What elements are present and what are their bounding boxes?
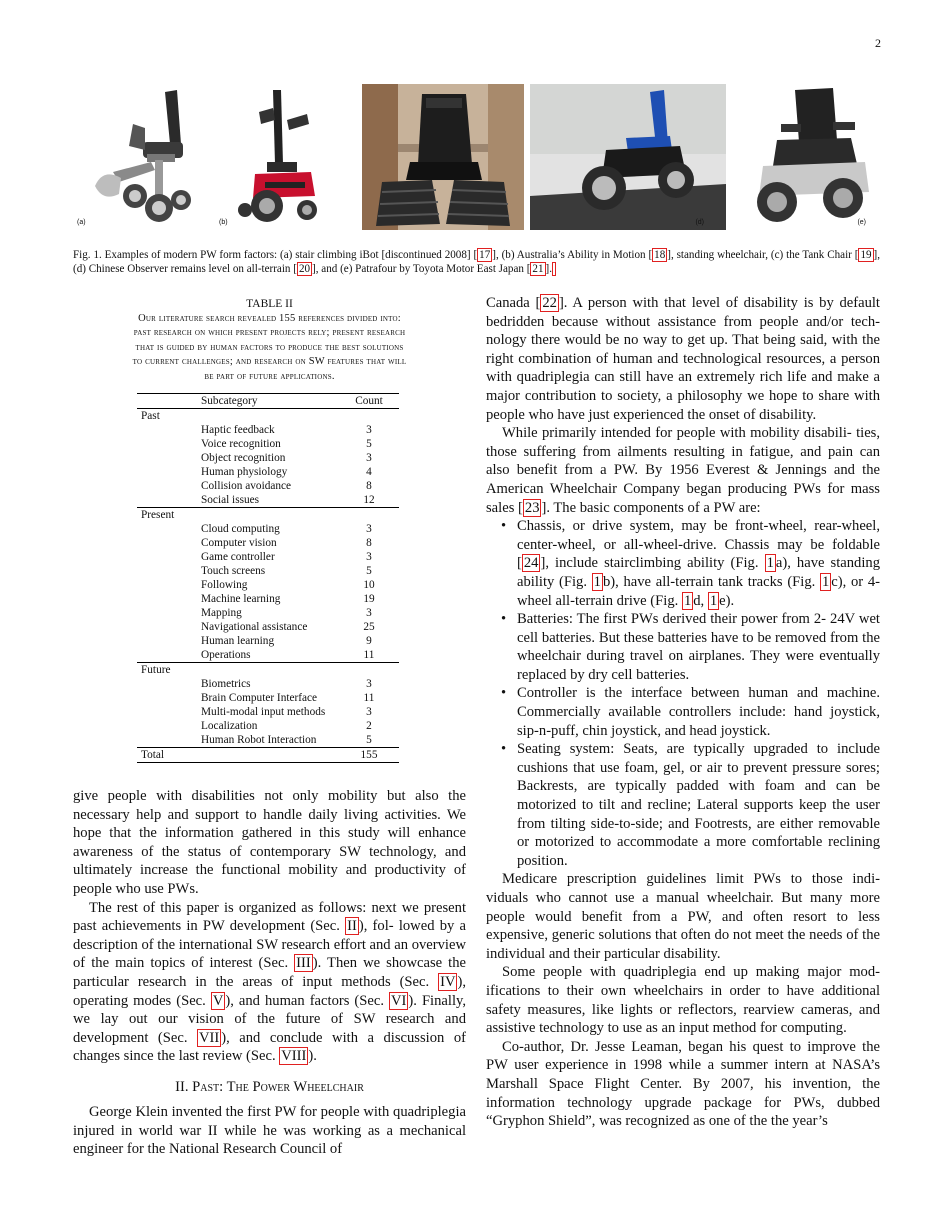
left-column-text [73, 787, 466, 1066]
citation-link[interactable]: 24 [523, 555, 539, 572]
table-row: Operations 11 [201, 649, 375, 661]
figure-caption: Fig. 1. Examples of modern PW form factors: (a) stair climbing iBot [discontinued 2008] [ 17 ], (b) Australia’s Ability in Motion [ 18 ], standing wheelchair, (c) the Tank Chair [ 19 ], (d) Chinese Observer remains level on all-terrain [ 20 ], and (e) Patrafour by Toyota Motor East Japan [ 21 ]. [73, 249, 881, 275]
table-row: Voice recognition 5 [201, 438, 372, 450]
bullet-icon: • [501, 518, 507, 535]
paragraph-medicare: Medicare prescription guidelines limit PWs to those indi- viduals who cannot use a manual wheelchair. But many more people would benefit from a PW, and often resort to less expensive, generic solutions that often do not meet the needs of the individual and their particular disability. [486, 871, 880, 962]
citation-link[interactable]: 18 [654, 249, 666, 261]
table-number: TABLE II [246, 298, 293, 310]
list-item-seating: • Seating system: Seats, are typically upgraded to include cushions that use foam, gel, or air to prevent pressure sores; Backrests, are typically padded with foam and can be motorized to tilt and recline; Lateral supports keep the user from tilting side-to-side; and Footrests, are either removable or motorized to accommodate a more comfortable reclining position. [501, 741, 880, 869]
citation-link[interactable]: 19 [860, 249, 872, 261]
table-row: Object recognition 3 [201, 452, 372, 464]
table-row: Mapping 3 [201, 607, 372, 619]
table-row: Cloud computing 3 [201, 523, 372, 535]
figure-link[interactable]: 1 [822, 573, 830, 590]
header-count: Count [339, 394, 399, 409]
table-row: Touch screens 5 [201, 565, 372, 577]
table-caption-line: past research on which present projects rely; present research [133, 327, 406, 338]
photo-standing-wheelchair [215, 84, 342, 230]
figure-link[interactable]: 1 [766, 555, 774, 572]
organization-paragraph: The rest of this paper is organized as follows: next we present past achievements in PW development (Sec. II ), fol- lowed by a description of the international SW research effort and an overview of the main topics of interest (Sec. III ). Then we showcase the particular research in the areas of input methods (Sec. IV ), operating modes (Sec. V ), and human factors (Sec. VI ). Finally, we lay out our vision of the future of SW research and development (Sec. VII ), and conclude with a discussion of changes since the last review (Sec. VIII ). [73, 899, 466, 1065]
citation-link[interactable]: 21 [532, 263, 544, 275]
klein-paragraph: George Klein invented the first PW for people with quadriplegia injured in world war II while he was working as a mechanical engineer for the National Research Council of [73, 1104, 466, 1158]
table-row: Collision avoidance 8 [201, 480, 372, 492]
table-row: Computer vision 8 [201, 537, 372, 549]
table-row: Localization 2 [201, 720, 372, 732]
section-heading: II. Past: The Power Wheelchair [175, 1079, 364, 1095]
components-list [486, 517, 880, 870]
section-link[interactable]: VI [391, 992, 407, 1009]
table-row: Brain Computer Interface 11 [201, 692, 375, 704]
section-link[interactable]: II [347, 918, 357, 935]
photo-patrafour [733, 84, 880, 230]
section-link[interactable]: IV [440, 973, 456, 990]
panel-label-e: (e) [857, 219, 866, 226]
table-caption [73, 297, 466, 384]
section-link[interactable]: III [296, 955, 311, 972]
page-number: 2 [875, 36, 881, 50]
table-row: Human Robot Interaction 5 [201, 734, 372, 746]
paragraph-coauthor: Co-author, Dr. Jesse Leaman, began his quest to improve the PW user experience in 1998 while a summer intern at NASA’s Marshall Space Flight Center. By 2007, his invention, the information technology upgrade package for PWs, dubbed “Gryphon Shield”, was recognized as one of the the year’s [486, 1038, 880, 1130]
section-link[interactable]: VII [198, 1029, 220, 1046]
bullet-icon: • [501, 611, 507, 628]
figure-link[interactable]: 1 [593, 573, 601, 590]
total-row: Total 155 [137, 748, 399, 763]
group-row-past: Past [141, 410, 160, 422]
table-row: Social issues 12 [201, 494, 375, 506]
photo-ibot [73, 84, 208, 230]
table-caption-line: be part of future applications. [204, 370, 335, 382]
citation-link[interactable]: 20 [298, 263, 311, 275]
table-row: Following 10 [201, 579, 375, 591]
table-header-row [137, 394, 399, 409]
list-item-controller: • Controller is the interface between human and machine. Commercially available controllers include: hand joystick, sip-n-puff, chin joystick, and head joystick. [501, 685, 880, 739]
table-caption-line: Our literature search revealed 155 references divided into: [138, 312, 401, 324]
table-row: Human learning 9 [201, 635, 372, 647]
paragraph-canada: Canada [ 22 ]. A person with that level of disability is by default bedridden because without assistance from people and/or tech- nology there would be no way to get up. That being said, with the right combination of human and technological resources, a person with quadriplegia can still have an extremely rich life and make a major contribution to society, a philosophy we hope to share with people who have just experienced the onset of disability. [486, 295, 880, 423]
table-row: Human physiology 4 [201, 466, 372, 478]
table-caption-line: that is guided by human factors to produce the best solutions [135, 341, 404, 353]
bullet-icon: • [501, 685, 507, 702]
paragraph-components: While primarily intended for people with mobility disabili- ties, those suffering from ailments resulting in fatigue, and pain can also benefit from a PW. By 1956 Everest & Jennings and the American Wheelchair Company began producing PWs for mass sales [ 23 ]. The basic components of a PW are: [486, 425, 880, 516]
intro-paragraph: give people with disabilities not only mobility but also the necessary help and support to handle daily living activities. We hope that the information gathered in this study will enhance awareness of the status of contemporary SW technology, and ultimately increase the functional mobility and productivity of people who use PWs. [73, 788, 466, 897]
table-row: Game controller 3 [201, 551, 372, 563]
section-link[interactable]: V [212, 992, 224, 1009]
table-row: Multi-modal input methods 3 [201, 706, 372, 718]
table-caption-line: to current challenges; and research on SW features that will [132, 356, 407, 367]
figure-link[interactable]: 1 [683, 592, 692, 609]
figure-link[interactable]: 1 [709, 592, 718, 609]
panel-label-a: (a) [77, 219, 86, 226]
citation-link[interactable]: 22 [542, 295, 557, 311]
citation-link[interactable] [552, 262, 556, 276]
citation-link[interactable]: 17 [479, 249, 491, 261]
photo-observer [530, 84, 726, 230]
right-column-text [486, 294, 880, 1131]
header-subcategory: Subcategory [137, 394, 339, 409]
list-item-batteries: • Batteries: The first PWs derived their power from 2- 24V wet cell batteries. But these batteries have to be removed from the wheelchair during travel on airplanes. They were eventually replaced by dry cell batteries. [501, 611, 880, 683]
left-column-text-2 [73, 1103, 466, 1159]
list-item-chassis: • Chassis, or drive system, may be front-wheel, rear-wheel, center-wheel, or all-wheel-drive. Chassis may be foldable [ 24 ], include stairclimbing ability (Fig. 1 a), have standing ability (Fig. 1 b), have all-terrain tank tracks (Fig. 1 c), or 4-wheel all-terrain drive (Fig. 1 d, 1 e). [501, 518, 880, 609]
table-row: Biometrics 3 [201, 678, 372, 690]
bullet-icon: • [501, 741, 507, 758]
photo-tank-chair [362, 84, 524, 230]
panel-label-b: (b) [219, 219, 228, 226]
citation-link[interactable]: 23 [524, 499, 540, 516]
group-row-future: Future [137, 663, 399, 678]
literature-table [137, 393, 399, 763]
group-row-present: Present [137, 508, 399, 523]
paragraph-modifications: Some people with quadriplegia end up making major mod- ifications to their own wheelchairs in order to have additional safety measures, like lights or reflectors, rearview cameras, and assistive technology to use as an input method for computing. [486, 964, 880, 1037]
table-row: Haptic feedback 3 [201, 424, 372, 436]
table-row: Navigational assistance 25 [201, 621, 375, 633]
table-row: Machine learning 19 [201, 593, 375, 605]
section-link[interactable]: VIII [281, 1048, 307, 1065]
panel-label-d: (d) [695, 219, 704, 226]
